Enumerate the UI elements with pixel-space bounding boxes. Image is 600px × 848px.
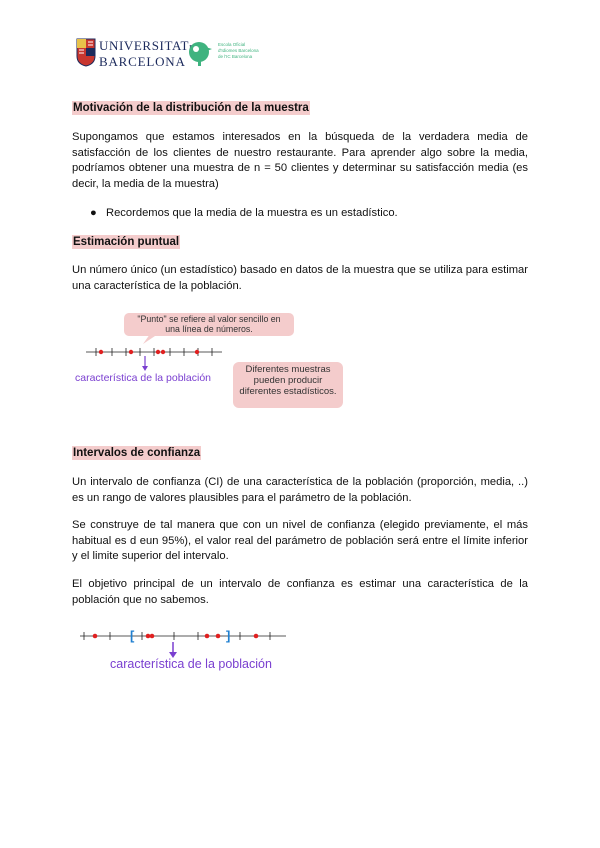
heading-estimacion-puntual: Estimación puntual [73, 236, 180, 248]
heading-intervalos-confianza: Intervalos de confianza [73, 447, 201, 459]
callout-line: diferentes estadísticos. [239, 386, 337, 397]
arrow-down-icon [142, 366, 148, 371]
university-line2: BARCELONA [99, 54, 186, 69]
callout-pointer [143, 334, 158, 344]
sample-point [99, 350, 103, 354]
caption-caracteristica-1: característica de la población [75, 372, 211, 384]
partner-text-line: d'Idiomes Barcelona [218, 48, 259, 53]
bullet-text: Recordemos que la media de la muestra es un estadístico. [106, 207, 398, 219]
paragraph-ci-definicion: Un intervalo de confianza (CI) de una característica de la población (proporción, media, ..) es un rango de valores plausibles para el parámetro de la población. [72, 476, 528, 504]
sample-point [216, 634, 221, 639]
paragraph-ci-construccion: Se construye de tal manera que con un nivel de confianza (elegido previamente, el más habitual es d eun 95%), el valor real del parámetro de población será entre el límite inferior y el limite superior del intervalo. [72, 519, 528, 562]
sample-point [205, 634, 210, 639]
interval-bracket-right: ] [226, 628, 231, 643]
sample-point [93, 634, 98, 639]
sample-point [161, 350, 165, 354]
sample-point [146, 634, 151, 639]
sample-point [150, 634, 155, 639]
paragraph-ci-objetivo: El objetivo principal de un intervalo de confianza es estimar una característica de la población que no sabemos. [72, 578, 528, 606]
bullet-icon: ● [90, 207, 97, 219]
interval-bracket-left: [ [130, 628, 135, 643]
sample-point [254, 634, 259, 639]
paragraph-motivacion: Supongamos que estamos interesados en la búsqueda de la verdadera media de satisfacción de los clientes de nuestro restaurante. Para aprender algo sobre la media, podríamos obtener una muestra de n = 50 clientes y determinar su satisfacción media (es decir, la media de la muestra) [72, 131, 528, 190]
partner-text-line: de l'IC Barcelona [218, 54, 253, 59]
heading-motivacion: Motivación de la distribución de la muestra [73, 102, 309, 114]
callout-line: "Punto" se refiere al valor sencillo en [137, 314, 281, 324]
caption-caracteristica-2: característica de la población [110, 657, 272, 671]
partner-text-line: Escola Oficial [218, 42, 246, 47]
university-line1: UNIVERSITAT [99, 38, 190, 53]
callout-line: una línea de números. [165, 324, 253, 334]
sample-point [195, 350, 199, 354]
callout-line: pueden producir [253, 375, 323, 386]
callout-line: Diferentes muestras [245, 364, 331, 375]
paragraph-estimacion-puntual: Un número único (un estadístico) basado en datos de la muestra que se utiliza para estimar una característica de la población. [72, 264, 528, 292]
sample-point [129, 350, 133, 354]
sample-point [156, 350, 160, 354]
